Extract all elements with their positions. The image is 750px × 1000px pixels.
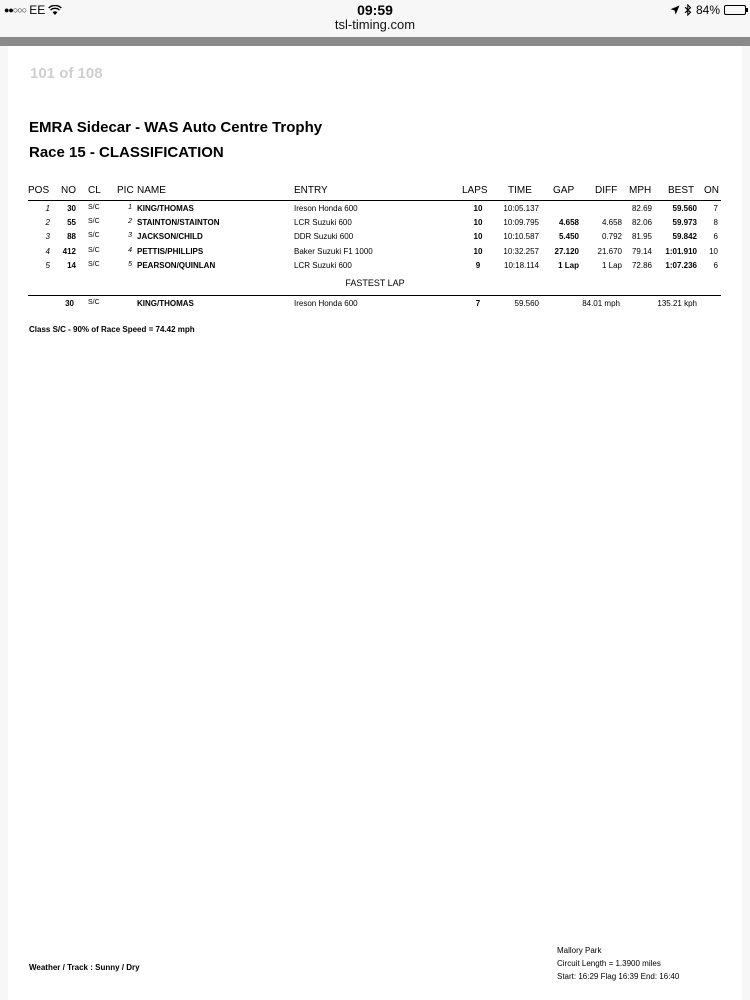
col-header-pic: PIC [117, 185, 134, 196]
cell-best: 1:01.910 [665, 246, 697, 256]
cell-laps: 9 [475, 260, 481, 270]
toolbar-divider [0, 37, 750, 46]
col-header-on: ON [704, 185, 719, 196]
cell-no: 412 [62, 246, 76, 256]
cell-name: STAINTON/STAINTON [137, 218, 220, 228]
signal-strength-icon: ●●○○○ [4, 5, 27, 15]
cell-mph: 82.69 [631, 204, 652, 213]
col-header-laps: LAPS [462, 185, 488, 196]
carrier-label: EE [29, 3, 46, 17]
cell-best: 1:07.236 [665, 260, 697, 270]
fl-name: KING/THOMAS [137, 299, 194, 308]
col-header-pos: POS [28, 185, 50, 196]
cell-no: 14 [67, 260, 76, 270]
cell-time: 10:18.114 [504, 260, 539, 270]
cell-gap: 1 Lap [558, 260, 579, 270]
battery-percent: 84% [695, 3, 720, 17]
cell-best: 59.560 [672, 204, 697, 213]
cell-pos: 1 [45, 204, 50, 213]
cell-pos: 5 [45, 260, 50, 270]
circuit-name: Mallory Park [557, 946, 602, 955]
cell-mph: 82.06 [631, 218, 652, 228]
cell-entry: Ireson Honda 600 [294, 204, 358, 213]
fl-no: 30 [65, 299, 74, 308]
cell-cl: S/C [88, 246, 100, 254]
cell-no: 88 [67, 232, 76, 242]
cell-mph: 72.86 [631, 260, 652, 270]
col-header-gap: GAP [553, 185, 575, 196]
cell-no: 30 [67, 204, 76, 213]
cell-best: 59.842 [672, 232, 697, 242]
cell-on: 6 [713, 232, 718, 242]
status-right [670, 3, 746, 17]
fl-class: S/C [88, 299, 100, 306]
weather-track: Weather / Track : Sunny / Dry [29, 963, 140, 972]
fl-kph: 135.21 kph [657, 299, 697, 308]
cell-name: PEARSON/QUINLAN [137, 260, 216, 270]
cell-name: JACKSON/CHILD [137, 232, 203, 242]
col-header-time: TIME [508, 185, 532, 196]
address-bar[interactable]: tsl-timing.com [334, 17, 416, 32]
cell-gap: 4.658 [558, 218, 579, 228]
cell-diff: 4.658 [601, 218, 622, 228]
cell-cl: S/C [88, 204, 100, 211]
circuit-length: Circuit Length = 1.3900 miles [557, 959, 661, 968]
col-header-diff: DIFF [595, 185, 618, 196]
cell-laps: 10 [473, 232, 483, 242]
cell-cl: S/C [88, 218, 100, 226]
cell-time: 10:09.795 [503, 218, 539, 228]
cell-diff: 21.670 [597, 246, 622, 256]
cell-laps: 10 [473, 246, 483, 256]
cell-time: 10:10.587 [503, 232, 539, 242]
cell-name: PETTIS/PHILLIPS [137, 246, 204, 256]
header-divider [28, 200, 721, 201]
cell-cl: S/C [88, 260, 100, 268]
results-document [8, 46, 742, 1000]
cell-best: 59.973 [672, 218, 697, 228]
cell-pos: 3 [45, 232, 50, 242]
cell-on: 8 [713, 218, 718, 228]
location-arrow-icon [670, 5, 680, 15]
col-header-entry: ENTRY [294, 185, 328, 196]
cell-name: KING/THOMAS [137, 204, 194, 213]
cell-pos: 4 [45, 246, 50, 256]
cell-time: 10:32.257 [503, 246, 539, 256]
battery-icon [724, 5, 746, 15]
page-counter: 101 of 108 [30, 65, 103, 82]
col-header-no: NO [61, 185, 76, 196]
fl-time: 59.560 [514, 299, 539, 308]
cell-time: 10:05.137 [503, 204, 539, 213]
col-header-mph: MPH [629, 185, 652, 196]
cell-pic: 5 [128, 260, 132, 268]
cell-laps: 10 [473, 218, 483, 228]
col-header-cl: CL [88, 185, 101, 196]
fl-mph: 84.01 mph [582, 299, 620, 308]
event-title: EMRA Sidecar - WAS Auto Centre Trophy [29, 119, 323, 136]
fastest-lap-divider [28, 295, 721, 296]
cell-on: 10 [709, 246, 718, 256]
cell-mph: 79.14 [631, 246, 652, 256]
col-header-name: NAME [137, 185, 166, 196]
clock: 09:59 [357, 2, 393, 18]
cell-gap: 27.120 [554, 246, 579, 256]
cell-on: 6 [713, 260, 718, 270]
race-times: Start: 16:29 Flag 16:39 End: 16:40 [557, 972, 680, 981]
cell-laps: 10 [473, 204, 483, 213]
cell-cl: S/C [88, 232, 100, 240]
cell-pic: 1 [128, 204, 132, 211]
cell-diff: 1 Lap [601, 260, 622, 270]
col-header-best: BEST [668, 185, 695, 196]
fl-lap: 7 [475, 299, 481, 308]
cell-entry: DDR Suzuki 600 [294, 232, 354, 242]
cell-entry: LCR Suzuki 600 [294, 260, 352, 270]
circuit-info [557, 944, 679, 983]
class-speed-note: Class S/C - 90% of Race Speed = 74.42 mph [29, 325, 195, 334]
cell-diff: 0.792 [601, 232, 622, 242]
fl-entry: Ireson Honda 600 [294, 299, 358, 308]
cell-on: 7 [713, 204, 718, 213]
cell-no: 55 [67, 218, 76, 228]
cell-pic: 2 [128, 218, 132, 226]
cell-entry: Baker Suzuki F1 1000 [294, 246, 373, 256]
cell-mph: 81.95 [631, 232, 652, 242]
cell-entry: LCR Suzuki 600 [294, 218, 352, 228]
race-title: Race 15 - CLASSIFICATION [29, 144, 224, 161]
fastest-lap-title: FASTEST LAP [345, 278, 405, 288]
cell-pos: 2 [45, 218, 50, 228]
bluetooth-icon [684, 4, 692, 16]
cell-pic: 4 [128, 246, 132, 254]
cell-pic: 3 [128, 232, 132, 240]
cell-gap: 5.450 [558, 232, 579, 242]
